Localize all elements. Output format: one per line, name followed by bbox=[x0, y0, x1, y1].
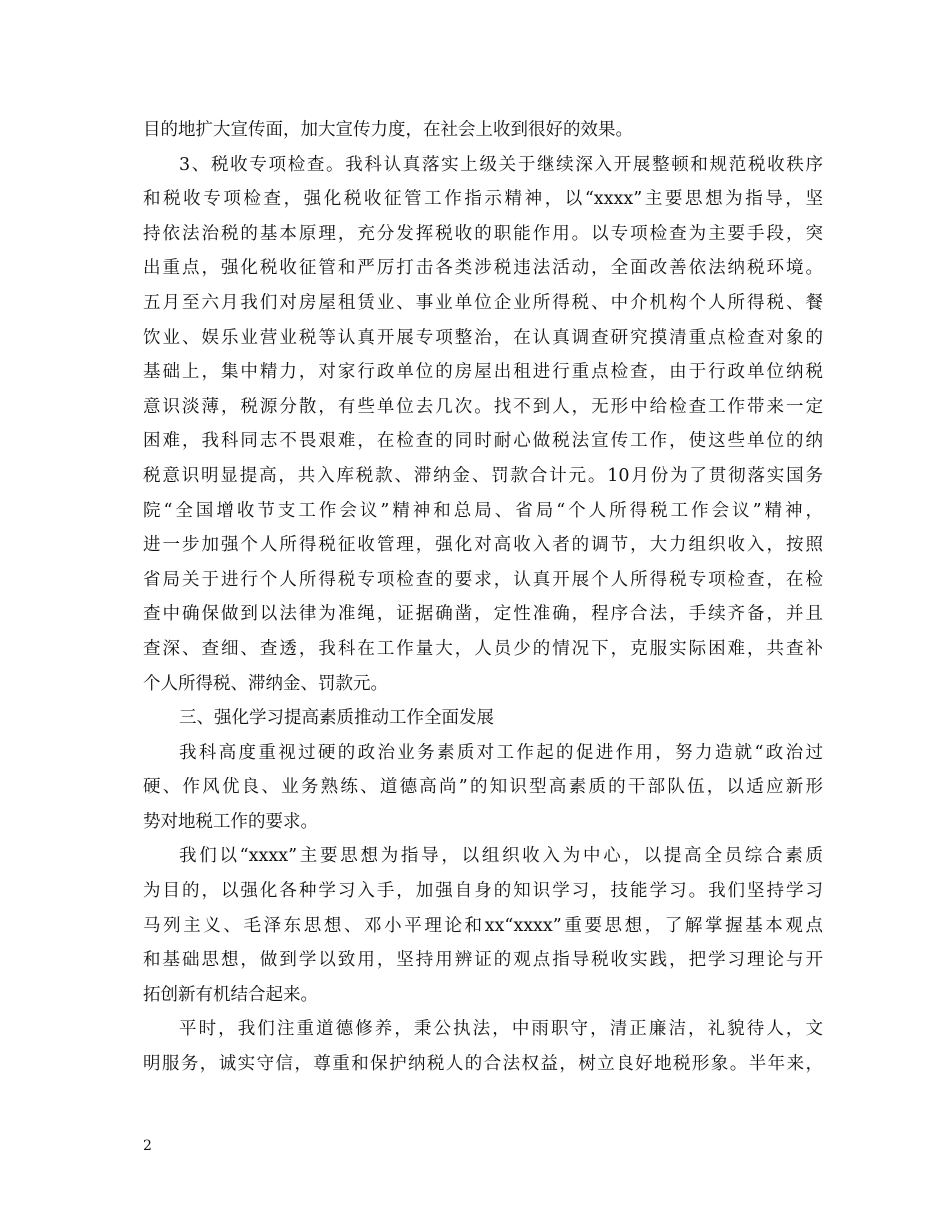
text-line: 我科高度重视过硬的政治业务素质对工作起的促进作用，努力造就“政治过 bbox=[179, 742, 823, 763]
text-line: 基础上，集中精力，对家行政单位的房屋出租进行重点检查，由于行政单位纳税 bbox=[143, 362, 823, 383]
text-line: 困难，我科同志不畏艰难，在检查的同时耐心做税法宣传工作，使这些单位的纳 bbox=[143, 431, 823, 452]
text-line: 3、税收专项检查。我科认真落实上级关于继续深入开展整顿和规范税收秩序 bbox=[179, 154, 823, 175]
text-line: 饮业、娱乐业营业税等认真开展专项整治，在认真调查研究摸清重点检查对象的 bbox=[143, 327, 823, 348]
text-line: 查深、查细、查透，我科在工作量大，人员少的情况下，克服实际困难，共查补 bbox=[143, 638, 823, 659]
text-line: 查中确保做到以法律为准绳，证据确凿，定性准确，程序合法，手续齐备，并且 bbox=[143, 604, 823, 625]
text-line: 院“全国增收节支工作会议”精神和总局、省局“个人所得税工作会议”精神， bbox=[143, 500, 823, 521]
page-number: 2 bbox=[143, 1138, 152, 1154]
text-line: 和税收专项检查，强化税收征管工作指示精神，以“xxxx”主要思想为指导，坚 bbox=[143, 189, 823, 210]
text-line: 我们以“xxxx”主要思想为指导，以组织收入为中心，以提高全员综合素质 bbox=[179, 846, 823, 867]
text-line: 硬、作风优良、业务熟练、道德高尚”的知识型高素质的干部队伍，以适应新形 bbox=[143, 777, 823, 798]
text-line: 省局关于进行个人所得税专项检查的要求，认真开展个人所得税专项检查，在检 bbox=[143, 569, 823, 590]
text-line: 势对地税工作的要求。 bbox=[143, 811, 318, 832]
text-line: 目的地扩大宣传面，加大宣传力度，在社会上收到很好的效果。 bbox=[143, 120, 633, 140]
text-line: 进一步加强个人所得税征收管理，强化对高收入者的调节，大力组织收入，按照 bbox=[143, 535, 823, 556]
text-line: 税意识明显提高，共入库税款、滞纳金、罚款合计元。10月份为了贯彻落实国务 bbox=[143, 465, 823, 486]
text-line: 拓创新有机结合起来。 bbox=[143, 984, 318, 1005]
text-line: 个人所得税、滞纳金、罚款元。 bbox=[143, 673, 388, 694]
text-line: 为目的，以强化各种学习入手，加强自身的知识学习，技能学习。我们坚持学习 bbox=[143, 881, 823, 902]
text-line: 出重点，强化税收征管和严厉打击各类涉税违法活动，全面改善依法纳税环境。 bbox=[143, 258, 823, 279]
text-line: 五月至六月我们对房屋租赁业、事业单位企业所得税、中介机构个人所得税、餐 bbox=[143, 292, 823, 313]
text-line: 平时，我们注重道德修养，秉公执法，中雨职守，清正廉洁，礼貌待人，文 bbox=[179, 1019, 823, 1040]
text-line: 持依法治税的基本原理，充分发挥税收的职能作用。以专项检查为主要手段，突 bbox=[143, 223, 823, 244]
text-line: 马列主义、毛泽东思想、邓小平理论和xx“xxxx”重要思想，了解掌握基本观点 bbox=[143, 915, 823, 936]
text-line: 和基础思想，做到学以致用，坚持用辨证的观点指导税收实践，把学习理论与开 bbox=[143, 950, 823, 971]
text-line: 明服务，诚实守信，尊重和保护纳税人的合法权益，树立良好地税形象。半年来， bbox=[143, 1054, 823, 1075]
text-line: 意识淡薄，税源分散，有些单位去几次。找不到人，无形中给检查工作带来一定 bbox=[143, 396, 823, 417]
text-line: 三、强化学习提高素质推动工作全面发展 bbox=[179, 708, 494, 729]
document-body bbox=[143, 113, 823, 1082]
